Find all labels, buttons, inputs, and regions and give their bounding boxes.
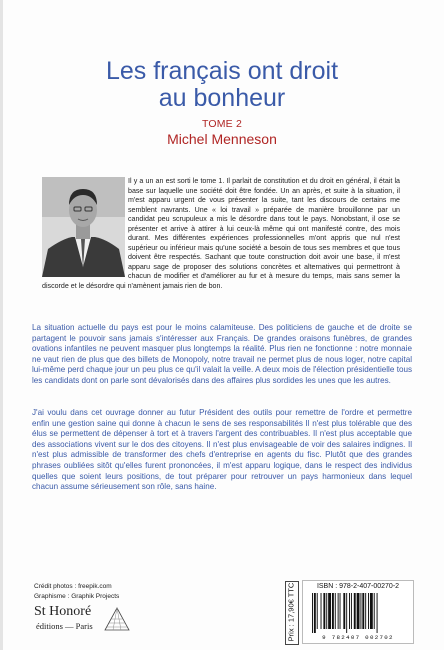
barcode-bar	[323, 593, 325, 629]
price-label: Prix : 17,90€ TTC	[286, 582, 296, 642]
author-bio-text: Il y a un an est sorti le tome 1. Il parlait de constitution et du droit en général, il était la base sur laquelle une société doit être fondée. Un an après, et suite à la situation, il m'est apparu urgent de vous présenter la suite, tant les discours de certains me semblent navrants. Une « loi travail » préparée de manière brouillonne par un candidat peu scrupuleux a mis le désordre dans tout le pays. Nonobstant, il ose se présenter et arrive à attirer à lui ceux-là même qui ont manifesté contre, des mois durant. Mes différentes expériences professionnelles m'ont appris que nul n'est supérieur ou inférieur mais qu'une société a besoin de tous ses membres et que tous doivent être respectés. Sachant que toute construction doit avoir une base, il m'est apparu sage de proposer des solutions concrètes et alternatives qui permettront à chacun de modifier et d'améliorer au fur et à mesure du temps, mais sans semer la discorde et le désordre qui n'amènent jamais rien de bon.	[42, 177, 400, 290]
publisher-sub: éditions — Paris	[36, 621, 93, 631]
barcode-bar	[335, 593, 336, 629]
summary-paragraph-1: La situation actuelle du pays est pour le moins calamiteuse. Des politiciens de gauche et de droite se partagent le pouvoir sans jamais s'intéresser aux Français. De grandes oraisons funèbres, de grandes ovations infantiles ne peuvent masquer plus longtemps la réalité. Plus rien ne fonctionne : notre monnaie ne vaut rien de plus que des billets de Monopoly, notre travail ne permet plus de nous loger, notre capital lui-même perd chaque jour un peu plus ce qu'il valait la veille. A deux mois de l'élection présidentielle tous les candidats dont on parle sont dévalorisés dans des affaires plus sordides les unes que les autres.	[32, 323, 412, 385]
barcode-bar	[368, 593, 369, 629]
barcode-bar	[360, 593, 361, 629]
barcode-bar	[370, 593, 373, 629]
barcode-bar	[349, 593, 350, 629]
barcode-bar	[362, 593, 364, 629]
barcode-bar	[312, 593, 313, 633]
barcode-bar	[338, 593, 339, 629]
summary-paragraph-2: J'ai voulu dans cet ouvrage donner au futur Président des outils pour remettre de l'ordre et permettre enfin une gestion saine qui donne à chacun le sens de ses responsabilités Il n'est plus tolérable que des élus se permettent de dépenser à tort et à travers l'argent des contribuables. Il n'est plus acceptable que des associations vivent sur le dos des citoyens. Il n'est plus envisageable de voir des salaires indignes. Il n'est plus admissible de transformer des chefs d'entreprise en agents du fisc. Plutôt que des grandes phrases oubliées sitôt qu'elles furent prononcées, il m'est apparu logique, dans le respect des individus quelles que soient leurs positions, de tout préparer pour retrouver un pays harmonieux dans lequel chacun assume sérieusement son rôle, sans haine.	[32, 408, 412, 492]
barcode-bar	[340, 593, 341, 629]
barcode-bar	[346, 593, 347, 633]
barcode-bar	[351, 593, 352, 629]
barcode-bar	[354, 593, 356, 629]
barcode-bar	[326, 593, 327, 629]
barcode-bar	[377, 593, 378, 633]
barcode-bar	[314, 593, 316, 633]
photo-credit: Crédit photos : freepik.com	[34, 583, 112, 590]
barcode-bar	[317, 593, 318, 629]
publisher-name: St Honoré	[34, 604, 92, 619]
barcode-bar	[365, 593, 366, 629]
publisher-logo	[34, 604, 114, 640]
barcode-bar	[332, 593, 334, 629]
isbn-digits: 9 782407 002702	[322, 634, 394, 641]
barcode-bar	[343, 593, 345, 629]
barcode-bar	[328, 593, 331, 629]
book-title-line2: au bonheur	[158, 84, 286, 112]
book-title-line1: Les français ont droit	[105, 57, 339, 85]
tome-label: TOME 2	[201, 118, 243, 130]
design-credit: Graphisme : Graphik Projects	[34, 593, 120, 600]
barcode-bar	[357, 593, 360, 629]
author-photo	[42, 177, 125, 277]
barcode	[310, 593, 406, 633]
isbn-block	[302, 580, 414, 644]
credits	[34, 582, 119, 602]
isbn-label: ISBN : 978-2-407-00270-2	[316, 583, 400, 590]
barcode-bar	[374, 593, 375, 629]
pyramid-icon	[104, 607, 130, 631]
barcode-bar	[321, 593, 322, 629]
author-name: Michel Menneson	[167, 131, 277, 147]
